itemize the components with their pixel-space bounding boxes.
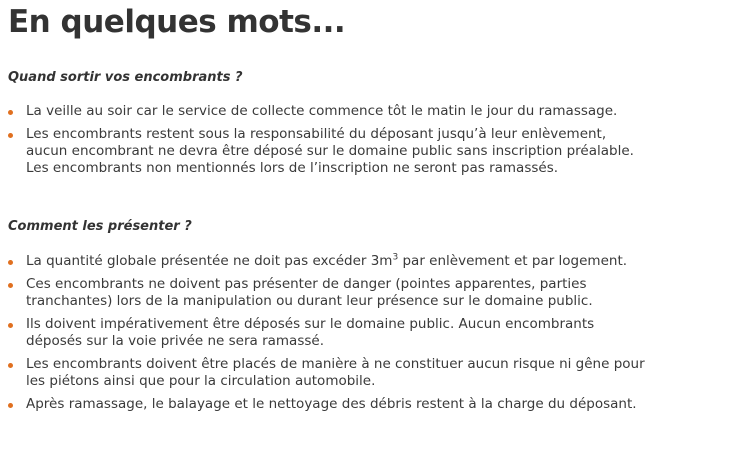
quantity-text-end: par enlèvement et par logement. [398, 253, 628, 269]
list-item-text: les piétons ainsi que pour la circulation automobile. [26, 373, 376, 389]
list-item [8, 356, 726, 390]
when-list [8, 103, 726, 177]
bullet-dot-icon [8, 363, 13, 368]
list-item-text: Les encombrants non mentionnés lors de l’inscription ne seront pas ramassés. [26, 160, 559, 176]
bullet-dot-icon [8, 323, 13, 328]
list-item-text: tranchantes) lors de la manipulation ou durant leur présence sur le domaine public. [26, 293, 593, 309]
list-item [8, 276, 726, 310]
quantity-text: La quantité globale présentée ne doit pas excéder 3m [26, 253, 393, 269]
how-list [8, 253, 726, 413]
cubic-superscript: 3 [392, 252, 399, 263]
section-when [8, 70, 726, 183]
list-item-text: Ils doivent impérativement être déposés sur le domaine public. Aucun encombrants [26, 316, 595, 332]
section-how [8, 219, 726, 419]
list-item-text: Après ramassage, le balayage et le nettoyage des débris restent à la charge du déposant. [26, 396, 637, 412]
bullet-dot-icon [8, 133, 13, 138]
list-item-text [26, 253, 726, 270]
section-title-when: Quand sortir vos encombrants ? [8, 70, 243, 85]
list-item-text: Les encombrants restent sous la responsabilité du déposant jusqu’à leur enlèvement, [26, 126, 607, 142]
page-title: En quelques mots... [8, 4, 346, 40]
list-item [8, 103, 726, 120]
list-item [8, 396, 726, 413]
bullet-dot-icon [8, 283, 13, 288]
list-item-text: aucun encombrant ne devra être déposé sur le domaine public sans inscription préalable. [26, 143, 634, 159]
list-item-text: Les encombrants doivent être placés de manière à ne constituer aucun risque ni gêne pour [26, 356, 645, 372]
section-title-how: Comment les présenter ? [8, 219, 192, 234]
list-item [8, 126, 726, 177]
list-item-text: Ces encombrants ne doivent pas présenter de danger (pointes apparentes, parties [26, 276, 587, 292]
list-item-text: La veille au soir car le service de collecte commence tôt le matin le jour du ramassage. [26, 103, 618, 119]
list-item [8, 253, 726, 270]
list-item [8, 316, 726, 350]
list-item-text: déposés sur la voie privée ne sera ramassé. [26, 333, 324, 349]
bullet-dot-icon [8, 403, 13, 408]
bullet-dot-icon [8, 110, 13, 115]
bullet-dot-icon [8, 260, 13, 265]
